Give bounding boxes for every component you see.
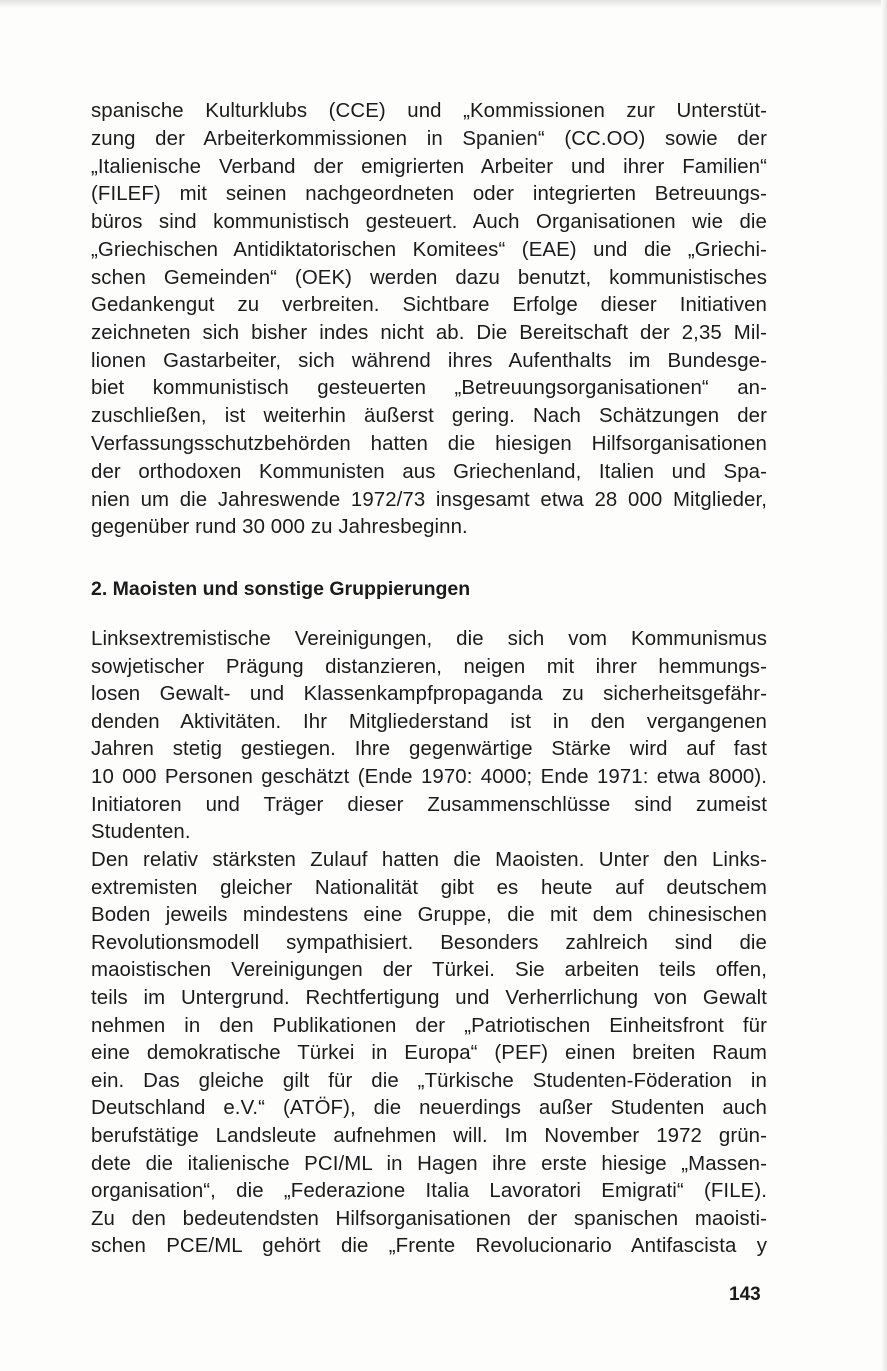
text-line: biet kommunistisch gesteuerten „Betreuungsorganisationen“ an-	[91, 377, 767, 399]
text-line: Deutschland e.V.“ (ATÖF), die neuerdings außer Studenten auch	[91, 1097, 767, 1119]
text-line: denden Aktivitäten. Ihr Mitgliederstand ist in den vergangenen	[91, 711, 767, 733]
text-line: Jahren stetig gestiegen. Ihre gegenwärtige Stärke wird auf fast	[91, 738, 767, 760]
text-line: spanische Kulturklubs (CCE) und „Kommissionen zur Unterstüt-	[91, 100, 767, 122]
text-line: eine demokratische Türkei in Europa“ (PEF) einen breiten Raum	[91, 1042, 767, 1064]
text-line: Studenten.	[91, 821, 191, 843]
text-line: extremisten gleicher Nationalität gibt es heute auf deutschem	[91, 877, 767, 899]
text-line: organisation“, die „Federazione Italia Lavoratori Emigrati“ (FILE).	[91, 1180, 767, 1202]
text-line: Zu den bedeutendsten Hilfsorganisationen der spanischen maoisti-	[91, 1208, 767, 1230]
section-heading: 2. Maoisten und sonstige Gruppierungen	[91, 578, 471, 600]
text-line: Verfassungsschutzbehörden hatten die hiesigen Hilfsorganisationen	[91, 433, 767, 455]
text-line: der orthodoxen Kommunisten aus Griechenland, Italien und Spa-	[91, 461, 767, 483]
text-line: Linksextremistische Vereinigungen, die sich vom Kommunismus	[91, 628, 767, 650]
text-line: „Griechischen Antidiktatorischen Komitees“ (EAE) und die „Griechi-	[91, 239, 767, 261]
text-line: schen PCE/ML gehört die „Frente Revolucionario Antifascista y	[91, 1235, 767, 1257]
text-line: büros sind kommunistisch gesteuert. Auch Organisationen wie die	[91, 211, 767, 233]
text-line: 10 000 Personen geschätzt (Ende 1970: 4000; Ende 1971: etwa 8000).	[91, 766, 767, 788]
text-line: lionen Gastarbeiter, sich während ihres Aufenthalts im Bundesge-	[91, 350, 767, 372]
text-line: Den relativ stärksten Zulauf hatten die Maoisten. Unter den Links-	[91, 849, 767, 871]
text-line: schen Gemeinden“ (OEK) werden dazu benutzt, kommunistisches	[91, 267, 767, 289]
text-line: ein. Das gleiche gilt für die „Türkische Studenten-Föderation in	[91, 1070, 767, 1092]
text-line: berufstätige Landsleute aufnehmen will. Im November 1972 grün-	[91, 1125, 767, 1147]
text-line: teils im Untergrund. Rechtfertigung und Verherrlichung von Gewalt	[91, 987, 767, 1009]
text-line: dete die italienische PCI/ML in Hagen ihre erste hiesige „Massen-	[91, 1153, 767, 1175]
text-line: losen Gewalt- und Klassenkampfpropaganda zu sicherheitsgefähr-	[91, 683, 767, 705]
scan-shadow-top	[0, 0, 887, 8]
text-line: sowjetischer Prägung distanzieren, neigen mit ihrer hemmungs-	[91, 656, 767, 678]
text-line: Initiatoren und Träger dieser Zusammenschlüsse sind zumeist	[91, 794, 767, 816]
text-line: nehmen in den Publikationen der „Patriotischen Einheitsfront für	[91, 1015, 767, 1037]
text-line: gegenüber rund 30 000 zu Jahresbeginn.	[91, 516, 468, 538]
text-line: zuschließen, ist weiterhin äußerst gering. Nach Schätzungen der	[91, 405, 767, 427]
text-line: maoistischen Vereinigungen der Türkei. Sie arbeiten teils offen,	[91, 959, 767, 981]
text-line: (FILEF) mit seinen nachgeordneten oder integrierten Betreuungs-	[91, 183, 767, 205]
text-line: Boden jeweils mindestens eine Gruppe, die mit dem chinesischen	[91, 904, 767, 926]
text-line: nien um die Jahreswende 1972/73 insgesamt etwa 28 000 Mitglieder,	[91, 489, 767, 511]
text-line: zeichneten sich bisher indes nicht ab. Die Bereitschaft der 2,35 Mil-	[91, 322, 767, 344]
text-line: Revolutionsmodell sympathisiert. Besonders zahlreich sind die	[91, 932, 767, 954]
text-line: „Italienische Verband der emigrierten Arbeiter und ihrer Familien“	[91, 156, 767, 178]
text-line: Gedankengut zu verbreiten. Sichtbare Erfolge dieser Initiativen	[91, 294, 767, 316]
page-number: 143	[729, 1284, 761, 1305]
text-line: zung der Arbeiterkommissionen in Spanien“ (CC.OO) sowie der	[91, 128, 767, 150]
scan-shadow-right	[881, 0, 887, 1371]
